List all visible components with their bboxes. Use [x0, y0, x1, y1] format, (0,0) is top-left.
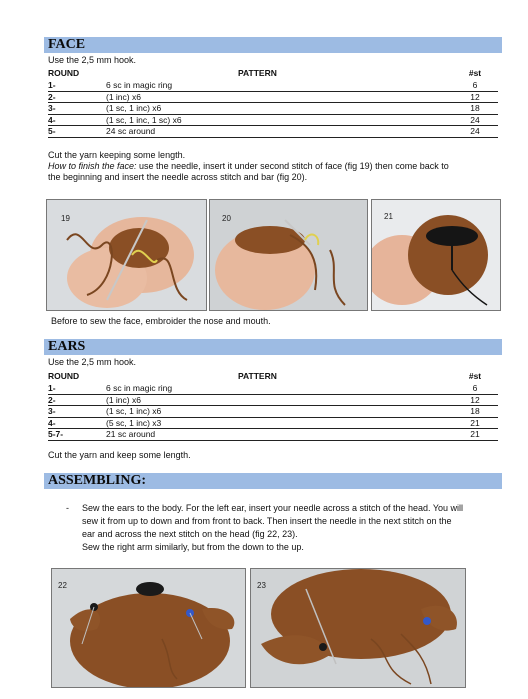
table-row — [48, 126, 498, 138]
st-cell: 21 — [470, 417, 480, 428]
table-row — [48, 80, 498, 92]
ears-heading-band — [44, 339, 502, 355]
face-col-round: ROUND — [48, 68, 80, 78]
finish-text-1: use the needle, insert it under second stitch of face (fig 19) then come back to — [136, 161, 449, 171]
round-cell: 1- — [48, 80, 56, 90]
round-cell: 4- — [48, 417, 56, 428]
face-finish-line2: the beginning and insert the needle across stitch and bar (fig 20). — [48, 172, 308, 182]
ears-col-pattern: PATTERN — [238, 371, 277, 381]
round-cell: 1- — [48, 383, 56, 393]
assembling-line-1: Sew the ears to the body. For the left ear, insert your needle across a stitch of the head. You will — [82, 503, 464, 513]
round-cell: 2- — [48, 394, 56, 405]
st-cell: 18 — [470, 103, 480, 113]
ears-title: EARS — [48, 339, 86, 354]
ears-col-st: #st — [468, 371, 482, 381]
bullet-dash: - — [66, 503, 69, 513]
pattern-cell: 24 sc around — [106, 126, 156, 136]
st-cell: 24 — [470, 114, 480, 125]
face-col-st: #st — [468, 68, 482, 78]
table-row — [48, 383, 498, 395]
pattern-cell: (5 sc, 1 inc) x3 — [106, 417, 162, 428]
crochet-face-sewing-image — [47, 200, 206, 310]
round-cell: 5-7- — [48, 429, 64, 439]
face-hook-text: Use the 2,5 mm hook. — [48, 55, 137, 65]
pattern-cell: (1 sc, 1 inc) x6 — [106, 406, 162, 416]
embroider-note: Before to sew the face, embroider the nose and mouth. — [51, 316, 271, 326]
face-title: FACE — [48, 37, 86, 52]
round-cell: 5- — [48, 126, 56, 136]
face-table — [48, 68, 498, 138]
pattern-cell: (1 inc) x6 — [106, 91, 141, 102]
crochet-face-stitch-image — [210, 200, 367, 310]
assembling-line-4: Sew the right arm similarly, but from the down to the up. — [82, 542, 304, 552]
round-cell: 4- — [48, 114, 56, 125]
table-row — [48, 103, 498, 115]
pattern-cell: (1 sc, 1 inc) x6 — [106, 103, 162, 113]
round-cell: 3- — [48, 406, 56, 416]
crochet-ears-front-image — [52, 569, 245, 687]
photo-fig-19 — [46, 199, 207, 311]
round-cell: 3- — [48, 103, 56, 113]
face-heading-band — [44, 37, 502, 53]
ears-col-round: ROUND — [48, 371, 80, 381]
st-cell: 18 — [470, 406, 480, 416]
photo-fig-22 — [51, 568, 246, 688]
st-cell: 12 — [470, 91, 480, 102]
crochet-ears-sewing-image — [251, 569, 465, 687]
table-row — [48, 429, 498, 441]
photo-fig-23 — [250, 568, 466, 688]
pattern-cell: (1 sc, 1 inc, 1 sc) x6 — [106, 114, 182, 125]
table-row — [48, 395, 498, 407]
round-cell: 2- — [48, 91, 56, 102]
fig-19-label: 19 — [61, 214, 70, 223]
finish-label: How to finish the face: — [48, 161, 137, 171]
fig-20-label: 20 — [222, 214, 231, 223]
st-cell: 21 — [470, 429, 480, 439]
ears-hook-text: Use the 2,5 mm hook. — [48, 357, 137, 367]
fig-21-label: 21 — [384, 212, 393, 221]
ears-table-header — [48, 371, 498, 383]
ears-table — [48, 371, 498, 441]
face-finish-line1 — [48, 161, 449, 172]
assembling-title: ASSEMBLING: — [48, 473, 147, 488]
assembling-line-3: ear and across the next stitch on the head (fig 22, 23). — [82, 529, 298, 539]
st-cell: 24 — [470, 126, 480, 136]
pattern-cell: 21 sc around — [106, 429, 156, 439]
face-table-header — [48, 68, 498, 80]
photo-fig-20 — [209, 199, 368, 311]
assembling-heading-band — [44, 473, 502, 489]
st-cell: 6 — [472, 80, 478, 90]
pattern-cell: (1 inc) x6 — [106, 394, 141, 405]
photo-fig-21 — [371, 199, 501, 311]
ears-cut-text: Cut the yarn and keep some length. — [48, 450, 191, 460]
fig-23-label: 23 — [257, 581, 266, 590]
table-row — [48, 418, 498, 430]
table-row — [48, 92, 498, 104]
face-cut-text: Cut the yarn keeping some length. — [48, 150, 186, 160]
pattern-cell: 6 sc in magic ring — [106, 80, 173, 90]
assembling-line-2: sew it from up to down and from front to back. Then insert the needle in the next stitch on the — [82, 516, 452, 526]
fig-22-label: 22 — [58, 581, 67, 590]
pattern-cell: 6 sc in magic ring — [106, 383, 173, 393]
table-row — [48, 406, 498, 418]
face-col-pattern: PATTERN — [238, 68, 277, 78]
table-row — [48, 115, 498, 127]
st-cell: 6 — [472, 383, 478, 393]
st-cell: 12 — [470, 394, 480, 405]
